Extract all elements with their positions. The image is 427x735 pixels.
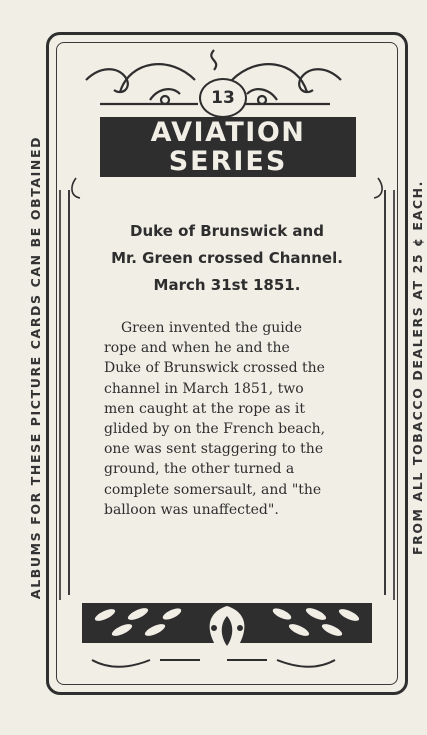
description-line: glided by on the French beach, bbox=[104, 421, 326, 438]
series-title-band bbox=[100, 117, 356, 177]
description-line: one was sent staggering to the bbox=[104, 441, 324, 458]
card-number: 13 bbox=[211, 88, 235, 108]
side-text-left-label: ALBUMS FOR THESE PICTURE CARDS CAN BE OBTAINED bbox=[28, 135, 44, 600]
series-title-line2: SERIES bbox=[168, 146, 288, 177]
headline-line-1: Duke of Brunswick and bbox=[130, 222, 324, 240]
headline-line-3: March 31st 1851. bbox=[153, 276, 301, 294]
card-number-badge bbox=[199, 78, 247, 118]
description-line: complete somersault, and "the bbox=[104, 481, 322, 498]
description-line: rope and when he and the bbox=[104, 340, 290, 357]
description-line: channel in March 1851, two bbox=[104, 380, 304, 397]
description-line: Green invented the guide bbox=[121, 320, 303, 336]
headline-line-2: Mr. Green crossed Channel. bbox=[111, 249, 343, 267]
bottom-leaf-ornament bbox=[82, 603, 372, 662]
description-line: ground, the other turned a bbox=[104, 461, 295, 478]
description-line: Duke of Brunswick crossed the bbox=[104, 360, 325, 377]
bottom-scroll-ornament bbox=[92, 660, 335, 667]
description-line: men caught at the rope as it bbox=[104, 400, 305, 417]
card-headline bbox=[68, 218, 386, 299]
card-description bbox=[104, 318, 358, 520]
series-title-line1: AVIATION bbox=[150, 117, 306, 148]
side-text-right-label: FROM ALL TOBACCO DEALERS AT 25 ¢ EACH. bbox=[410, 179, 426, 556]
description-line: balloon was unaffected". bbox=[104, 501, 279, 518]
